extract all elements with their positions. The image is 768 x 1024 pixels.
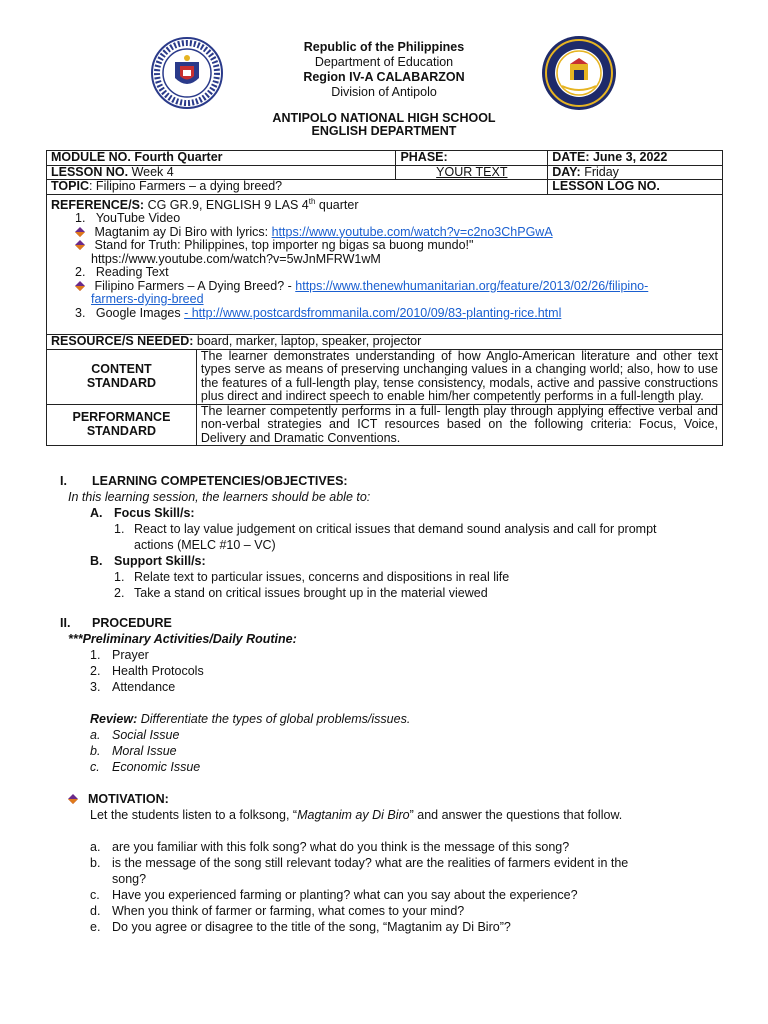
performance-standard-label: PERFORMANCE STANDARD <box>47 404 197 446</box>
section-2-heading: II. PROCEDURE <box>60 616 172 630</box>
support-skill-heading: B. Support Skill/s: <box>90 554 206 568</box>
lesson-log-cell: LESSON LOG NO. <box>548 180 723 195</box>
arrow-bullet-icon <box>75 281 85 291</box>
performance-standard-text: The learner competently performs in a full- length play through applying effective verbal and non-verbal strategies and ICT resources based on the following criteria: Focus, Voice, Delivery and Dramatic Conventions. <box>196 404 722 446</box>
review-line: Review: Differentiate the types of global problems/issues. <box>90 712 411 726</box>
arrow-bullet-icon <box>75 227 85 237</box>
content-standard-label: CONTENT STANDARD <box>47 349 197 404</box>
header-republic: Republic of the Philippines <box>303 40 465 54</box>
lesson-plan-table <box>46 150 723 446</box>
prelim-item: 3. Attendance <box>90 680 176 694</box>
arrow-bullet-icon <box>75 240 85 250</box>
header-deped: Department of Education <box>314 55 454 69</box>
ref-1a-link[interactable]: https://www.youtube.com/watch?v=c2no3ChPGwA <box>271 224 553 239</box>
focus-skill-1: 1. React to lay value judgement on critical issues that demand sound analysis and call for prompt <box>114 522 657 536</box>
focus-skill-1-cont: actions (MELC #10 – VC) <box>134 538 276 552</box>
section-1-heading: I. LEARNING COMPETENCIES/OBJECTIVES: <box>60 474 348 488</box>
question-a: a. are you familiar with this folk song? what do you think is the message of this song? <box>90 840 570 854</box>
ref-1b: Stand for Truth: Philippines, top importer ng bigas sa buong mundo!" <box>51 239 718 253</box>
question-b: b. is the message of the song still relevant today? what are the realities of farmers evident in the <box>90 856 629 870</box>
ref-1a: Magtanim ay Di Biro with lyrics: https://www.youtube.com/watch?v=c2no3ChPGwA <box>51 226 718 240</box>
ref-3-link[interactable]: - http://www.postcardsfrommanila.com/2010/09/83-planting-rice.html <box>184 305 562 320</box>
question-e: e. Do you agree or disagree to the title of the song, “Magtanim ay Di Biro”? <box>90 920 511 934</box>
ref-2: 2. Reading Text <box>75 265 169 280</box>
section-1-intro: In this learning session, the learners should be able to: <box>68 490 371 504</box>
phase-cell: PHASE: <box>396 151 548 166</box>
day-cell: DAY: Friday <box>548 165 723 180</box>
header-division: Division of Antipolo <box>331 85 437 99</box>
date-cell: DATE: June 3, 2022 <box>548 151 723 166</box>
header-region: Region IV-A CALABARZON <box>303 70 465 84</box>
focus-skill-heading: A. Focus Skill/s: <box>90 506 195 520</box>
ref-2a-link[interactable]: https://www.thenewhumanitarian.org/feature/2013/02/26/filipino- <box>295 278 649 293</box>
prelim-item: 2. Health Protocols <box>90 664 204 678</box>
phase-value[interactable]: YOUR TEXT <box>396 165 548 180</box>
prelim-item: 1. Prayer <box>90 648 149 662</box>
lesson-cell: LESSON NO. Week 4 <box>47 165 396 180</box>
ref-1: 1. YouTube Video <box>75 211 181 226</box>
question-d: d. When you think of farmer or farming, what comes to your mind? <box>90 904 465 918</box>
resources-cell: RESOURCE/S NEEDED: board, marker, laptop, speaker, projector <box>47 335 723 350</box>
review-item: c. Economic Issue <box>90 760 201 774</box>
review-item: b. Moral Issue <box>90 744 177 758</box>
ref-2a: Filipino Farmers – A Dying Breed? - https://www.thenewhumanitarian.org/feature/2013/02/26/filipino- <box>51 280 718 294</box>
module-cell: MODULE NO. Fourth Quarter <box>47 151 396 166</box>
department-name: ENGLISH DEPARTMENT <box>311 124 457 138</box>
reference-cell: REFERENCE/S: CG GR.9, ENGLISH 9 LAS 4th quarter 1. YouTube Video Magtanim ay Di Biro with lyrics: https://www.youtube.com/watch?v=c2no3ChPGwA Stand for Truth: Philippines, top importer ng bigas sa buong mundo!" https://www.youtube.com/watch?v=5wJnMFRW1wM 2. Reading Text Filipino Farmers – A Dying Breed? - https://www.thenewhumanitarian.org/feature/2013/02/26/filipino- farmers-dying-breed 3. Google Images - http://www.postcardsfrommanila.com/2010/09/83-planting-rice.html <box>47 194 723 335</box>
ref-2a-link-cont[interactable]: farmers-dying-breed <box>91 292 204 307</box>
support-skill-1: 1. Relate text to particular issues, concerns and dispositions in real life <box>114 570 510 584</box>
topic-cell: TOPIC: Filipino Farmers – a dying breed? <box>47 180 548 195</box>
ref-3: 3. Google Images - http://www.postcardsfrommanila.com/2010/09/83-planting-rice.html <box>75 305 562 320</box>
school-name: ANTIPOLO NATIONAL HIGH SCHOOL <box>272 111 496 125</box>
ref-1b-url: https://www.youtube.com/watch?v=5wJnMFRW1wM <box>91 251 381 266</box>
motivation-heading: MOTIVATION: <box>60 791 730 807</box>
motivation-text: Let the students listen to a folksong, “Magtanim ay Di Biro” and answer the questions that follow. <box>90 808 623 822</box>
support-skill-2: 2. Take a stand on critical issues brought up in the material viewed <box>114 586 488 600</box>
content-standard-text: The learner demonstrates understanding of how Anglo-American literature and other text types serve as means of preserving unchanging values in a changing world; also, how to use the features of a full-length play, tense consistency, modals, active and passive constructions plus direct and indirect speech to enable him/her competently performs in a full-length play. <box>196 349 722 404</box>
preliminary-heading: ***Preliminary Activities/Daily Routine: <box>68 632 297 646</box>
question-b-cont: song? <box>112 872 147 886</box>
question-c: c. Have you experienced farming or planting? what can you say about the experience? <box>90 888 578 902</box>
arrow-bullet-icon <box>68 794 78 804</box>
review-item: a. Social Issue <box>90 728 180 742</box>
